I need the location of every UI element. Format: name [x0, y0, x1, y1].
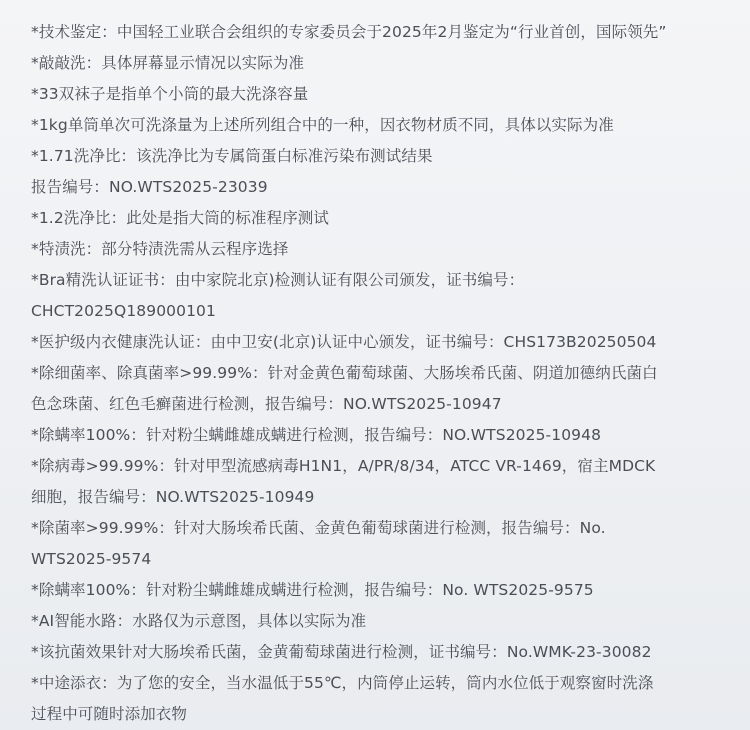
note-sock-capacity: *33双袜子是指单个小筒的最大洗涤容量 — [31, 85, 309, 103]
note-single-drum-capacity: *1kg单筒单次可洗涤量为上述所列组合中的一种，因衣物材质不同，具体以实际为准 — [31, 116, 614, 134]
note-medical-underwear-cert: *医护级内衣健康洗认证：由中卫安(北京)认证中心颁发，证书编号：CHS173B20250504 — [31, 333, 657, 351]
note-bra-wash-cert-number: CHCT2025Q189000101 — [31, 302, 216, 320]
disclaimer-notes — [31, 17, 731, 730]
note-wash-ratio-171: *1.71洗净比：该洗净比为专属筒蛋白标准污染布测试结果 — [31, 147, 433, 165]
note-ai-waterway: *AI智能水路：水路仅为示意图，具体以实际为准 — [31, 612, 367, 630]
note-virus-removal-cont: 细胞，报告编号：NO.WTS2025-10949 — [31, 488, 315, 506]
note-antibacterial-antifungal-cont: 色念珠菌、红色毛癣菌进行检测，报告编号：NO.WTS2025-10947 — [31, 395, 502, 413]
note-bacteria-removal-cont: WTS2025-9574 — [31, 550, 152, 568]
note-wash-ratio-12: *1.2洗净比：此处是指大筒的标准程序测试 — [31, 209, 330, 227]
note-mite-removal-1: *除螨率100%：针对粉尘螨雌雄成螨进行检测，报告编号：NO.WTS2025-10948 — [31, 426, 602, 444]
note-technical-appraisal: *技术鉴定：中国轻工业联合会组织的专家委员会于2025年2月鉴定为“行业首创，国际领先” — [31, 23, 667, 41]
note-mite-removal-2: *除螨率100%：针对粉尘螨雌雄成螨进行检测，报告编号：No. WTS2025-9575 — [31, 581, 594, 599]
note-knock-wash: *敲敲洗：具体屏幕显示情况以实际为准 — [31, 54, 305, 72]
note-antibacterial-effect: *该抗菌效果针对大肠埃希氏菌，金黄葡萄球菌进行检测，证书编号：No.WMK-23-30082 — [31, 643, 652, 661]
note-report-number: 报告编号：NO.WTS2025-23039 — [31, 178, 268, 196]
note-midway-add-clothes-cont: 过程中可随时添加衣物 — [31, 705, 188, 723]
note-bacteria-removal: *除菌率>99.99%：针对大肠埃希氏菌、金黄色葡萄球菌进行检测，报告编号：No. — [31, 519, 606, 537]
note-antibacterial-antifungal: *除细菌率、除真菌率>99.99%：针对金黄色葡萄球菌、大肠埃希氏菌、阴道加德纳氏菌白 — [31, 364, 658, 382]
note-stain-wash: *特渍洗：部分特渍洗需从云程序选择 — [31, 240, 289, 258]
note-midway-add-clothes: *中途添衣：为了您的安全，当水温低于55℃，内筒停止运转，筒内水位低于观察窗时洗涤 — [31, 674, 654, 692]
note-bra-wash-cert: *Bra精洗认证证书：由中家院北京)检测认证有限公司颁发，证书编号： — [31, 271, 525, 289]
note-virus-removal: *除病毒>99.99%：针对甲型流感病毒H1N1，A/PR/8/34，ATCC VR-1469，宿主MDCK — [31, 457, 656, 475]
